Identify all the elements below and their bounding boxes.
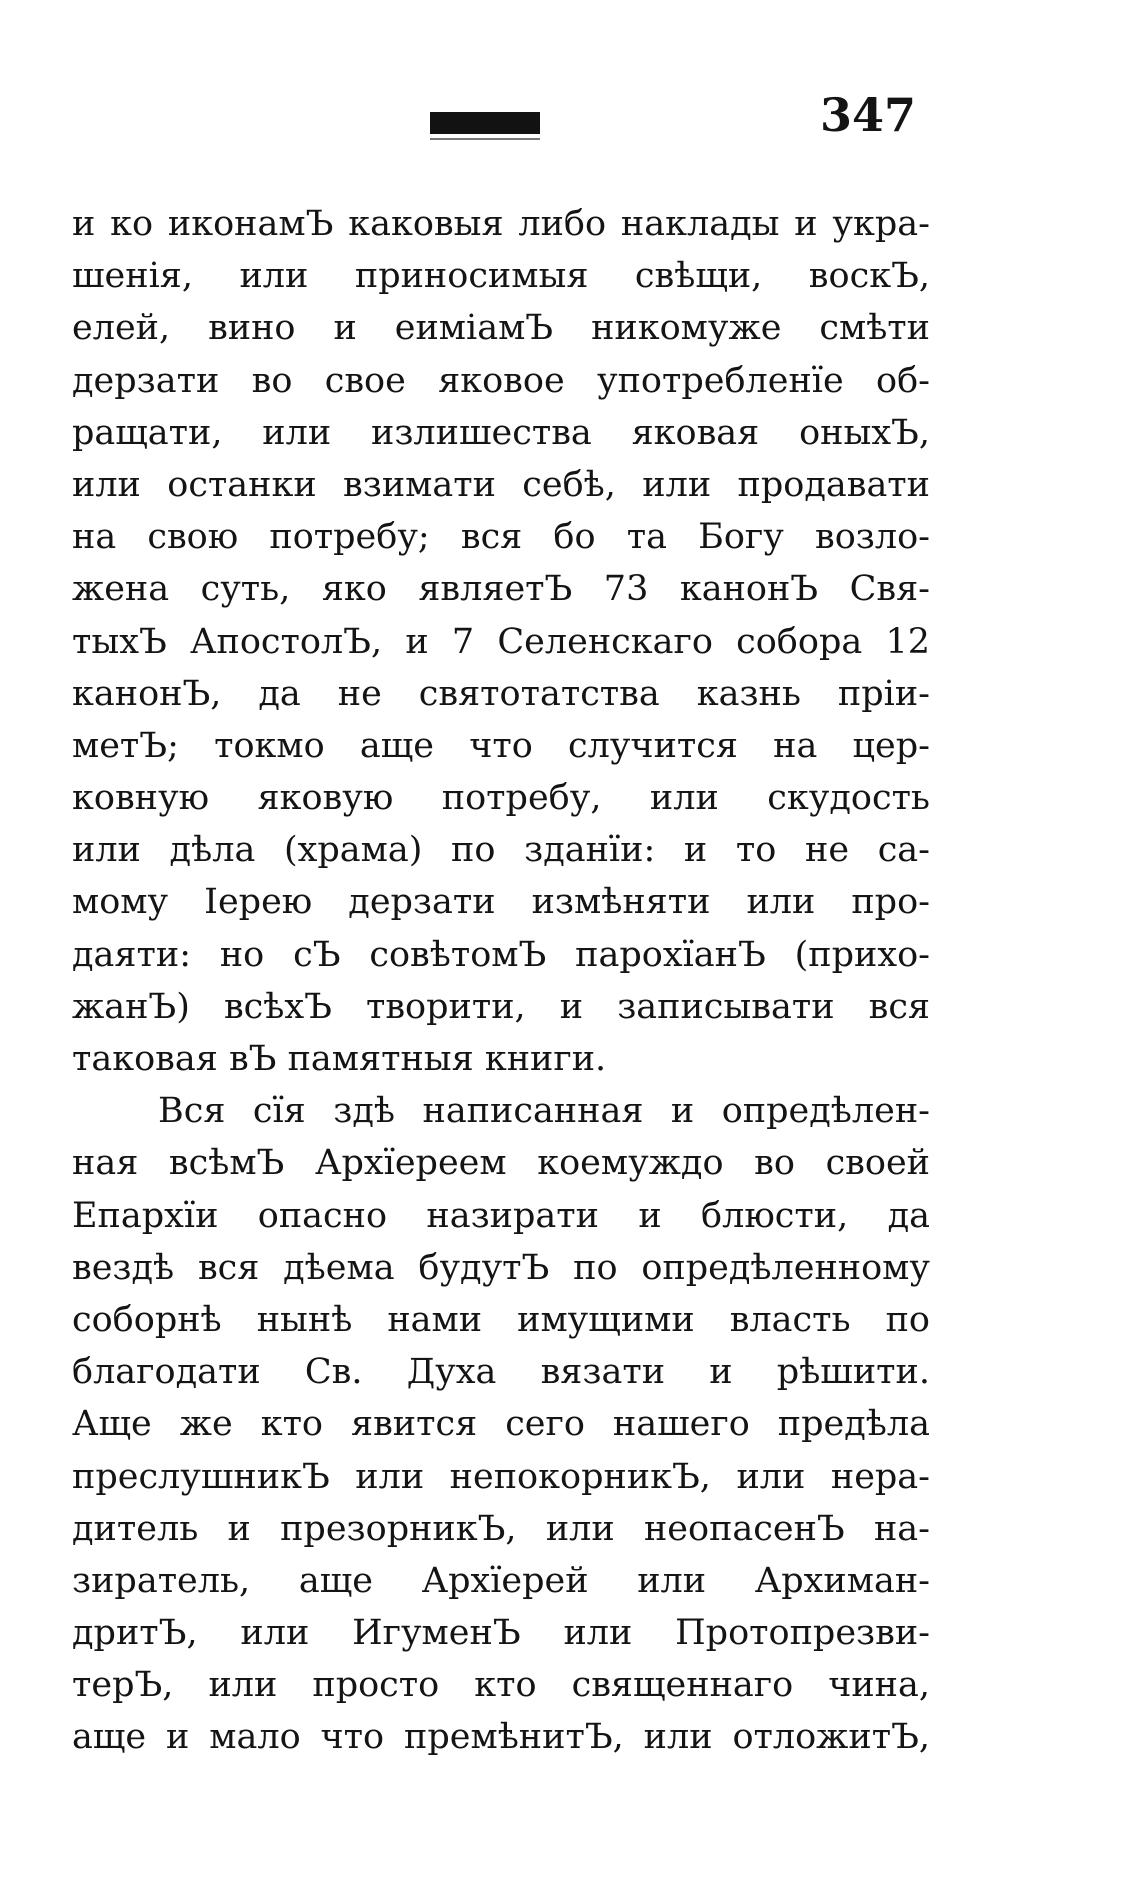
text-line: дитель и презорникЪ, или неопасенЪ на- — [72, 1508, 930, 1549]
text-line: или дѣла (храма) по зданїи: и то не са- — [72, 830, 930, 871]
text-line: жанЪ) всѣхЪ творити, и записывати вся — [72, 986, 930, 1027]
text-line: аще и мало что премѣнитЪ, или отложитЪ, — [72, 1717, 930, 1758]
text-line: Епархїи опасно назирати и блюсти, да — [72, 1195, 930, 1236]
text-line: ращати, или излишества яковая оныхЪ, — [72, 412, 930, 453]
page-number: 347 — [820, 88, 917, 142]
text-line: мому Іерею дерзати измѣняти или про- — [72, 882, 930, 923]
text-line: метЪ; токмо аще что случится на цер- — [72, 725, 930, 766]
text-line: терЪ, или просто кто священнаго чина, — [72, 1665, 930, 1706]
text-line: тыхЪ АпостолЪ, и 7 Селенскаго собора 12 — [72, 621, 930, 662]
text-line: благодати Св. Духа вязати и рѣшити. — [72, 1352, 930, 1393]
text-line: Вся сїя здѣ написанная и опредѣлен- — [158, 1091, 930, 1132]
text-line: жена суть, яко являетЪ 73 канонЪ Свя- — [72, 569, 930, 610]
text-line: канонЪ, да не святотатства казнь пріи- — [72, 673, 930, 714]
text-line: или останки взимати себѣ, или продавати — [72, 464, 930, 505]
body-text — [72, 198, 930, 1764]
text-line: дерзати во свое яковое употребленїе об- — [72, 360, 930, 401]
text-line: на свою потребу; вся бо та Богу возло- — [72, 517, 930, 558]
text-line: таковая вЪ памятныя книги. — [72, 1039, 607, 1079]
text-line: ковную яковую потребу, или скудость — [72, 778, 930, 819]
text-line: дритЪ, или ИгуменЪ или Протопрезви- — [72, 1613, 930, 1654]
text-line: Аще же кто явится сего нашего предѣла — [72, 1404, 930, 1445]
text-line: и ко иконамЪ каковыя либо наклады и укра- — [72, 204, 930, 244]
text-line: соборнѣ нынѣ нами имущими власть по — [72, 1299, 930, 1340]
text-line: ная всѣмЪ Архїереем коемуждо во своей — [72, 1143, 930, 1184]
text-line: зиратель, аще Архїерей или Архиман- — [72, 1560, 930, 1601]
header-ornament-rule — [430, 112, 540, 134]
text-line: преслушникЪ или непокорникЪ, или нера- — [72, 1456, 930, 1497]
text-line: вездѣ вся дѣема будутЪ по опредѣленному — [72, 1247, 930, 1288]
text-line: елей, вино и еиміамЪ никомуже смѣти — [72, 308, 930, 349]
text-line: даяти: но сЪ совѣтомЪ парохїанЪ (прихо- — [72, 934, 930, 975]
text-line: шенія, или приносимыя свѣщи, воскЪ, — [72, 256, 930, 297]
